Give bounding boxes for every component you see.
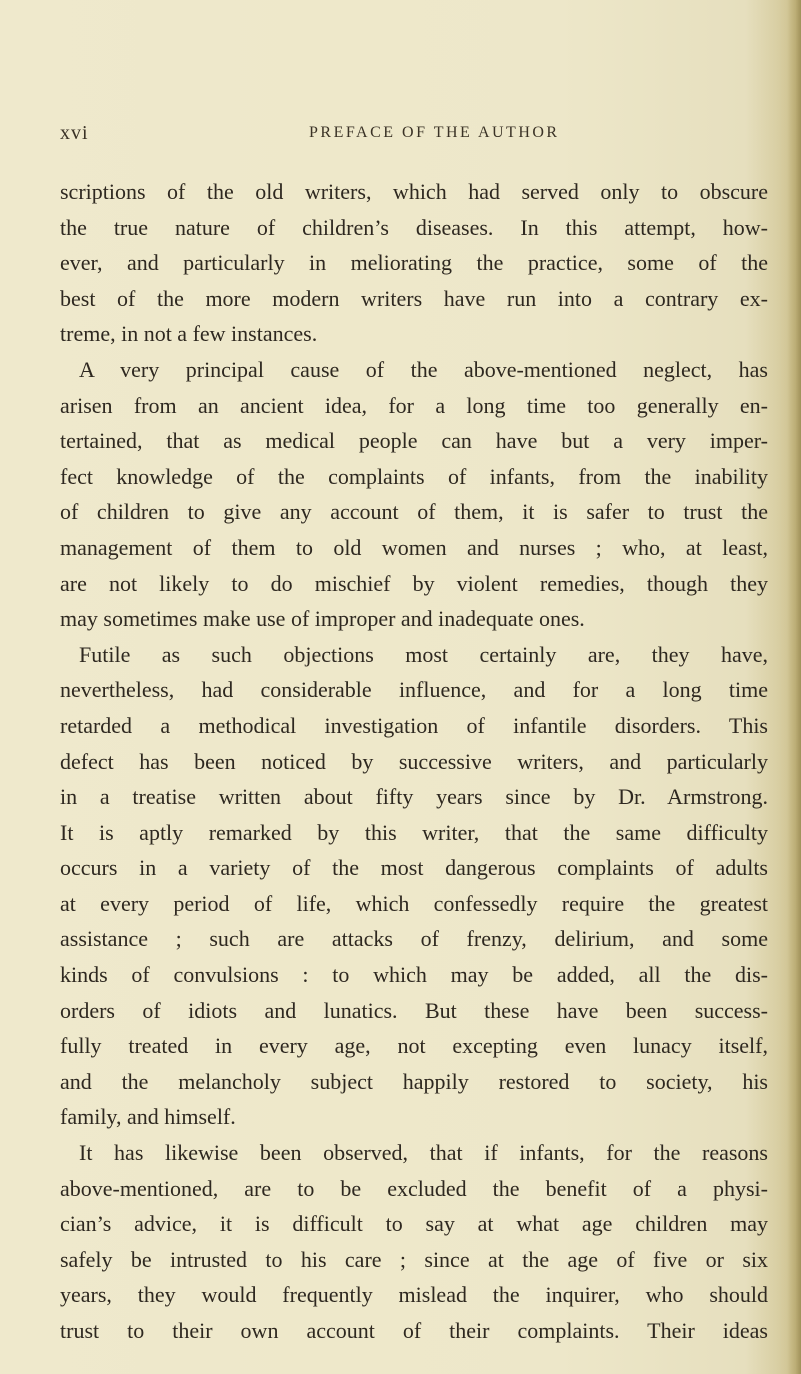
- text-line: nevertheless, had considerable influence, and for a long time: [60, 677, 768, 703]
- text-line: best of the more modern writers have run into a contrary ex-: [60, 285, 768, 311]
- text-line: above-mentioned, are to be excluded the benefit of a physi-: [60, 1175, 768, 1201]
- text-line: fully treated in every age, not excepting even lunacy itself,: [60, 1033, 768, 1059]
- text-line: of children to give any account of them, it is safer to trust the: [60, 499, 768, 525]
- text-line: years, they would frequently mislead the inquirer, who should: [60, 1282, 768, 1308]
- body-text: [60, 174, 768, 1349]
- text-line: scriptions of the old writers, which had served only to obscure: [60, 179, 768, 204]
- text-line: trust to their own account of their complaints. Their ideas: [60, 1318, 768, 1343]
- text-line: management of them to old women and nurses ; who, at least,: [60, 534, 768, 560]
- text-line: kinds of convulsions : to which may be added, all the dis-: [60, 962, 768, 988]
- text-line: occurs in a variety of the most dangerous complaints of adults: [60, 855, 768, 881]
- page-edge: [787, 0, 801, 1374]
- running-head: PREFACE OF THE AUTHOR: [309, 124, 560, 141]
- text-line: Futile as such objections most certainly are, they have,: [79, 641, 768, 667]
- text-line: the true nature of children’s diseases. In this attempt, how-: [60, 214, 768, 240]
- text-line: are not likely to do mischief by violent remedies, though they: [60, 570, 768, 596]
- text-line: and the melancholy subject happily restored to society, his: [60, 1068, 768, 1094]
- text-line: tertained, that as medical people can have but a very imper-: [60, 428, 768, 454]
- text-line: It has likewise been observed, that if infants, for the reasons: [79, 1140, 768, 1166]
- text-line: safely be intrusted to his care ; since at the age of five or six: [60, 1246, 768, 1272]
- text-line: arisen from an ancient idea, for a long time too generally en-: [60, 392, 768, 418]
- text-line: retarded a methodical investigation of infantile disorders. This: [60, 712, 768, 738]
- text-line: defect has been noticed by successive writers, and particularly: [60, 748, 768, 774]
- text-line: family, and himself.: [60, 1104, 236, 1130]
- text-line: treme, in not a few instances.: [60, 321, 318, 347]
- text-line: in a treatise written about fifty years since by Dr. Armstrong.: [60, 784, 768, 810]
- text-line: It is aptly remarked by this writer, that the same difficulty: [60, 819, 768, 845]
- text-line: A very principal cause of the above-mentioned neglect, has: [79, 356, 768, 382]
- page-header: [60, 122, 764, 148]
- text-line: at every period of life, which confessedly require the greatest: [60, 890, 768, 916]
- text-line: orders of idiots and lunatics. But these have been success-: [60, 997, 768, 1023]
- text-line: assistance ; such are attacks of frenzy, delirium, and some: [60, 926, 768, 952]
- text-line: may sometimes make use of improper and inadequate ones.: [60, 606, 585, 632]
- text-line: fect knowledge of the complaints of infants, from the inability: [60, 463, 768, 489]
- text-line: cian’s advice, it is difficult to say at what age children may: [60, 1211, 768, 1237]
- page-number: xvi: [60, 122, 89, 144]
- text-line: ever, and particularly in meliorating the practice, some of the: [60, 250, 768, 276]
